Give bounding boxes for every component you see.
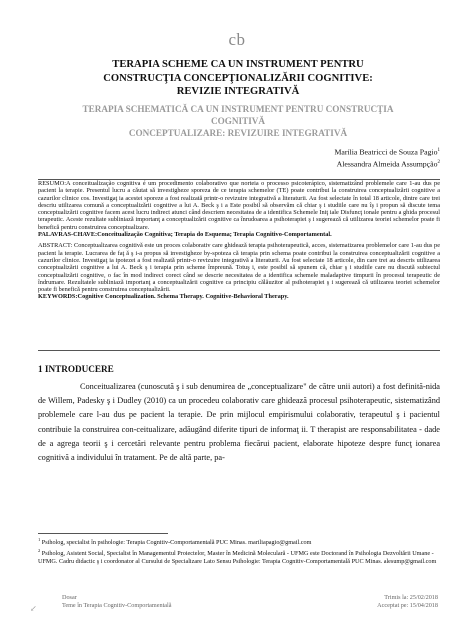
footnote-marker: 2 [38,548,41,554]
author-name: Marília Beatricci de Souza Pagio [334,147,438,157]
palavras-chave: PALAVRAS-CHAVE:Conceitualização Cognitiva; Terapia do Esquema; Terapia Cognitivo-Comportamental. [38,231,332,239]
title-line: REVIZIE INTEGRATIVĂ [176,86,300,97]
footnote [38,536,440,546]
footnote [38,547,440,565]
abstract-paragraph: ABSTRACT: Conceptualizarea cognitivă este un proces colaborativ care ghidează terapia psihoterapeutică, acces, sistematizarea problemelor care 1-au dus pe pacient la terapie. Lucrarea de faţ ă ş i-a propus să investigheze by-spoteza că terapia prin schema poate contribui la construirea conceptualizării cognitive a cazurilor clinice. Investigaţ ia ipotezei a fost realizată printr-o revizuire integrativă a literaturii. Au fost selectate 18 articole, din care trei au descris utilizarea conceptualizării cognitive a lui A. Beck ş i terapia prin scheme împreună. Totuş i, este posibil să spunem că, chiar ş i studiile care nu discută subiectul conceptualizării cognitive, o fac în mod indirect corect când se descrie necesitatea de a identifica schemele maladaptive timpurii în procesul terapeutic de îndrumare. Rezultatele subliniază importanţ a conceptualizării cognitive ca principiu călăuzitor al psihoterapiei ş i sugerează că utilizarea teoriei schemelor poate fi benefică pentru construirea conceptualizării. [38,242,440,294]
author-footnote-marker[interactable]: 2 [437,159,440,165]
footer-section-name: Dosar [62,594,77,601]
accepted-date: Acceptat pe: 15/04/2018 [377,601,438,609]
footnote-text: Psiholog, specialist în psihologie: Terapia Cognitiv-Comportamentală PUC Minas. mariliapagio@gmail.com [41,539,312,547]
body-text [38,380,440,465]
author-name: Alessandra Almeida Assumpção [336,159,438,169]
footnote-text: Psiholog, Asistent Social, Specialist în Managementul Proiectelor, Master în Medicină Moleculară - UFMG este Doctorand în Psihologia Dezvoltării Umane - UFMG. Cadru didactic ş i coordonator al Cursului de Specializare Lato Sensu Psihologie: Terapia Cognitiv-Comportamentală PUC Minas. alesump@gmail.com [38,550,437,565]
author-line [334,146,440,158]
received-date: Trimis la: 25/02/2018 [384,594,438,601]
body-paragraph: Conceitualizarea (cunoscută ş i sub denumirea de „conceptualizare" de către unii autori) a fost definită-nida de Willem, Padesky ş i Dudley (2010) ca un procedeu colaborativ care ghidează procesul psihoterapeutic, sistematizând problemele care l-au dus pe pacient la terapie. De prin mijlocul empirismului colaborativ, terapeutul ş i pacientul contribuie la construirea con-ceitualizare, adăugând diferite tipuri de informaţ ii. T therapist are responsabilitatea - dade de a agrega teorii ş i cercetări relevante pentru problema fiecărui pacient, elaborate hipoteze despre funcţ ionarea cognitivă a individului în tratament. Pe de altă parte, pa- [38,382,440,463]
abstract-block [38,180,440,301]
author-line [334,158,440,170]
section-heading: 1 INTRODUCERE [38,364,114,374]
footnote-rule [38,533,168,534]
footer-journal-name: Teme în Terapia Cognitiv-Comportamentală [62,601,172,609]
resumo-paragraph: RESUMO:A conceitualização cognitiva é um procedimento colaborativo que norteia o processo psicoterápico, sistematizând problemele care 1-au dus pe pacient la terapie. Presentul lucru a căutat să investigheze sporeza de ce terapia schemelor (TE) poate contribui la construirea conceptualizării cognitive a cazurilor clinice cos. Investigaţ ia acestei sporeze a fost realizată printr-o revizuire integrativă a literaturii. Au fost selectate în total 18 articole, dintre care trei descriu utilizarea comună a conceptualizării cognitive a lui A. Beck ş i a Este posibil să observăm că chiar ş i studiile care nu îş i propun să discute tema conceptualizării cognitive facem acest lucru indirect atunci când descriem necesitatea de a identifica Schemele Iniţ iale Disfuncţ ionale pentru a ghida procesul terapeutic. Aceste rezultate subliniază importanţ a conceptualizării cognitive ca înrudoarea a psihoterapiei ş i sugerează că utilizarea teoriei schemelor poate fi benefică pentru construirea conceptualizare. [38,180,440,231]
title-line: TERAPIA SCHEME CA UN INSTRUMENT PENTRU [112,59,364,70]
corner-arrow-icon: ↙ [30,604,37,613]
abstract-bottom-rule [38,350,440,351]
author-footnote-marker[interactable]: 1 [437,148,440,153]
paper-subtitle [58,103,418,139]
keywords: KEYWORDS:Cognitive Conceptualization. Schema Therapy. Cognitive-Behavioral Therapy. [38,293,289,301]
journal-logo: cb [228,30,246,49]
footer-right [377,594,438,609]
footnotes [38,536,440,566]
paper-title [60,58,416,99]
footnote-marker: 1 [38,537,41,542]
authors-block [334,146,440,169]
subtitle-line: CONCEPTUALIZARE: REVIZUIRE INTEGRATIVĂ [128,128,348,138]
footer-left [62,594,172,609]
title-line: CONSTRUCŢIA CONCEPŢIONALIZĂRII COGNITIVE: [103,72,373,84]
subtitle-line: TERAPIA SCHEMATICĂ CA UN INSTRUMENT PENTRU CONSTRUCŢIA COGNITIVĂ [82,104,394,126]
